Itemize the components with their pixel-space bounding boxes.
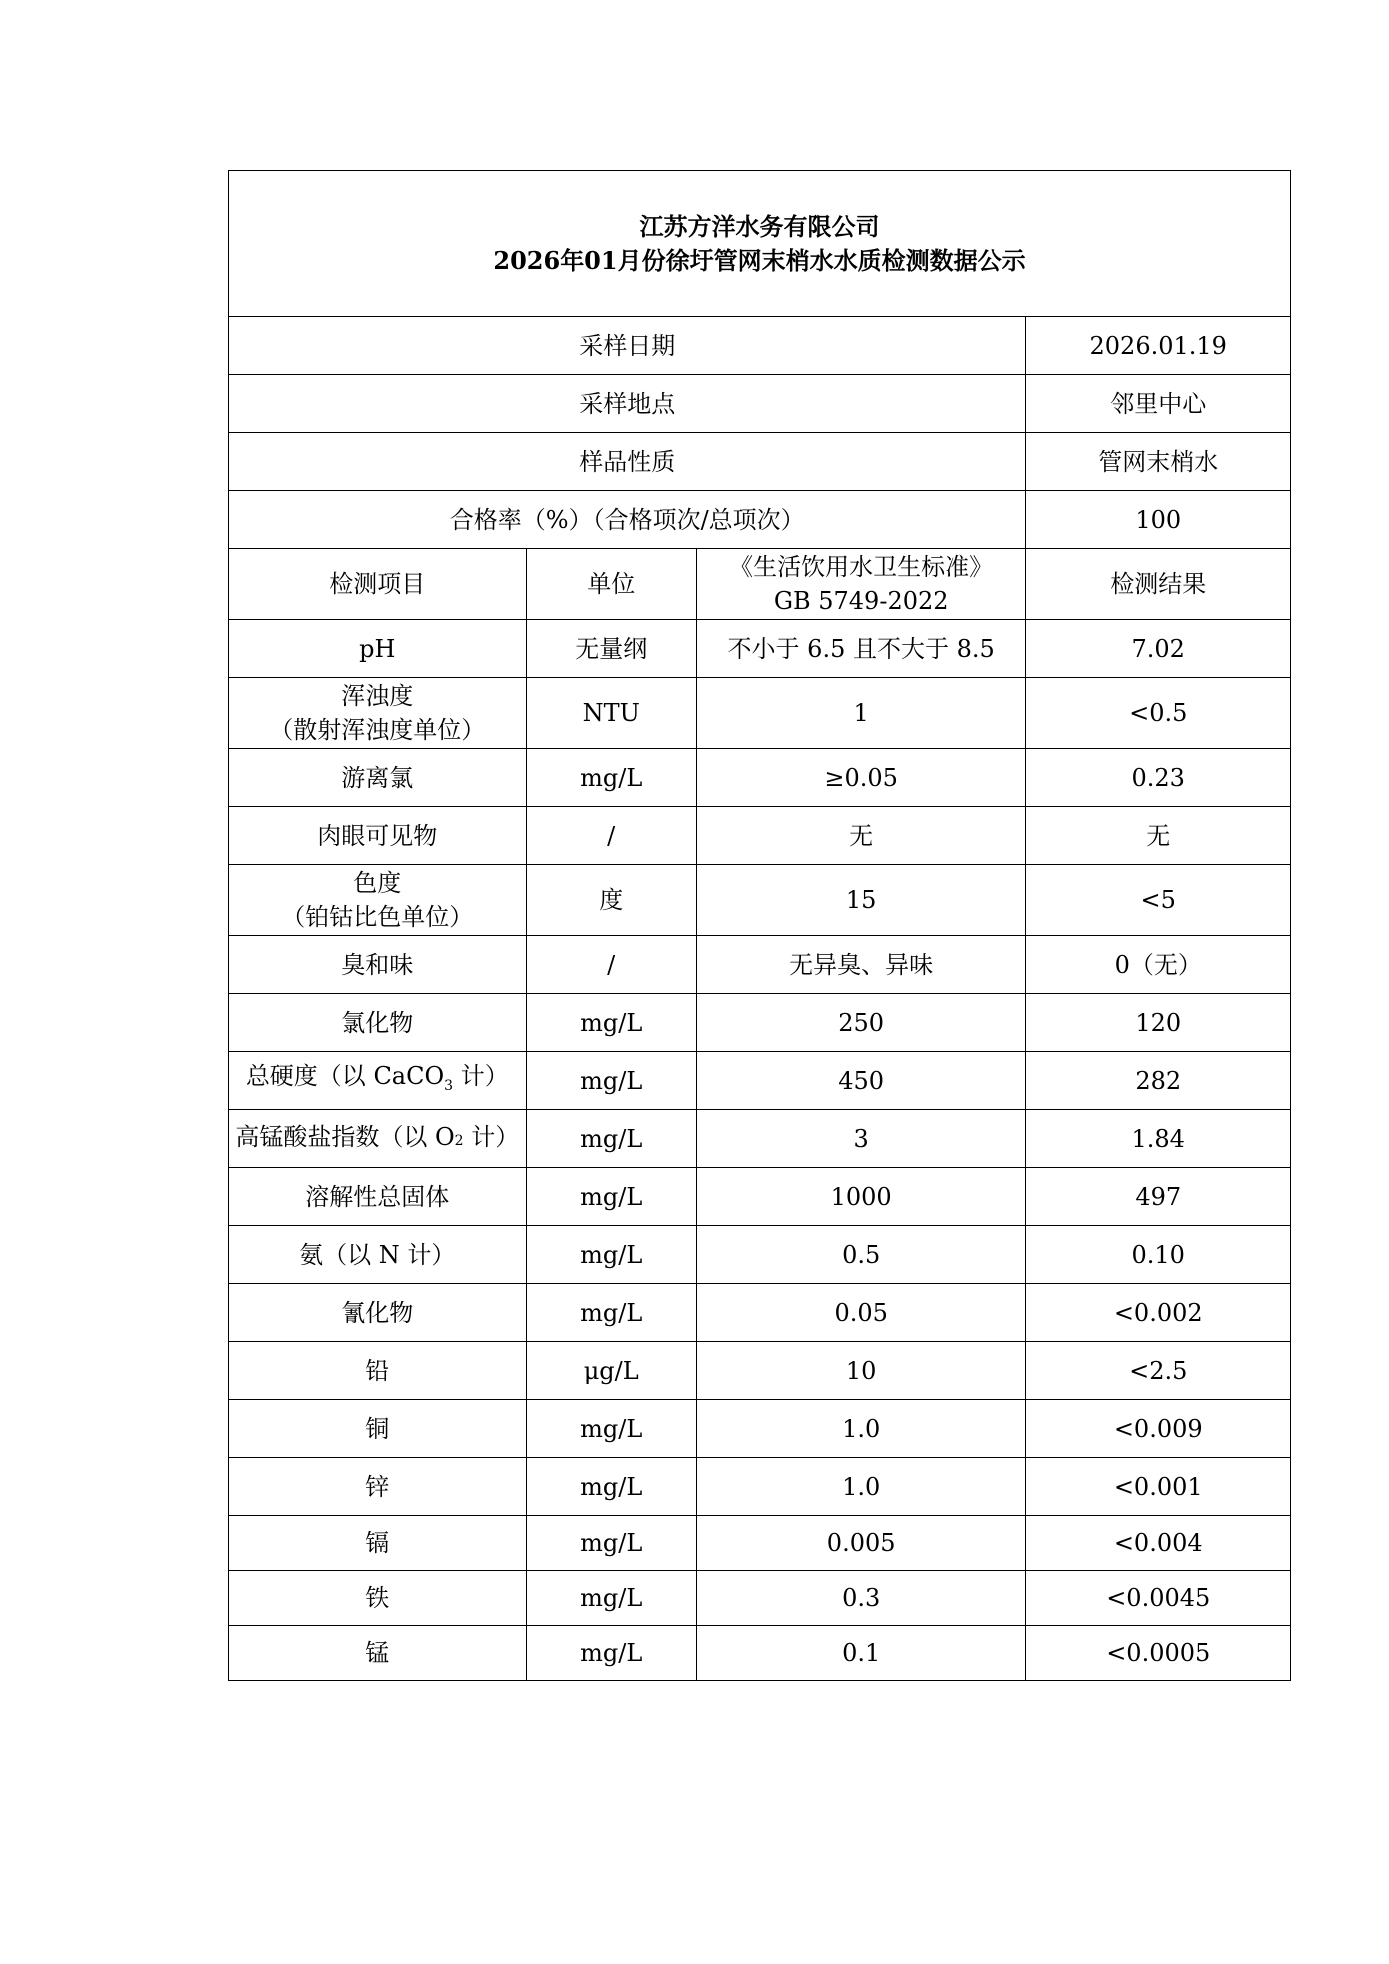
report-title: 2026年01月份徐圩管网末梢水水质检测数据公示 [493, 245, 1026, 275]
result-cell: 无 [1026, 807, 1291, 865]
item-cell [229, 678, 527, 749]
item-cell: 游离氯 [229, 749, 527, 807]
item-cell: pH [229, 620, 527, 678]
unit-cell: mg/L [526, 1400, 696, 1458]
table-row [229, 1626, 1291, 1681]
result-cell: 1.84 [1026, 1110, 1291, 1168]
item-text: 计） [463, 1122, 520, 1151]
standard-cell: ≥0.05 [696, 749, 1026, 807]
unit-cell: mg/L [526, 994, 696, 1052]
unit-cell: mg/L [526, 1516, 696, 1571]
table-row [229, 1458, 1291, 1516]
meta-value: 100 [1026, 491, 1291, 549]
result-cell: <0.0005 [1026, 1626, 1291, 1681]
unit-cell: mg/L [526, 1458, 696, 1516]
standard-cell: 不小于 6.5 且不大于 8.5 [696, 620, 1026, 678]
table-row [229, 1226, 1291, 1284]
unit-cell: mg/L [526, 1626, 696, 1681]
standard-cell: 无 [696, 807, 1026, 865]
result-cell: 0.23 [1026, 749, 1291, 807]
table-row [229, 1110, 1291, 1168]
result-cell: 7.02 [1026, 620, 1291, 678]
item-cell: 镉 [229, 1516, 527, 1571]
unit-cell: 度 [526, 865, 696, 936]
item-text: 计） [453, 1061, 509, 1090]
unit-cell: mg/L [526, 1110, 696, 1168]
meta-value: 邻里中心 [1026, 375, 1291, 433]
column-header-result: 检测结果 [1026, 549, 1291, 620]
meta-value: 管网末梢水 [1026, 433, 1291, 491]
water-quality-table [228, 170, 1291, 1681]
standard-cell: 250 [696, 994, 1026, 1052]
standard-cell: 1 [696, 678, 1026, 749]
unit-cell: mg/L [526, 1168, 696, 1226]
standard-cell: 0.1 [696, 1626, 1026, 1681]
table-row [229, 807, 1291, 865]
item-cell: 锰 [229, 1626, 527, 1681]
item-text: 高锰酸盐指数（以 O [235, 1122, 455, 1151]
item-cell: 铜 [229, 1400, 527, 1458]
table-row [229, 1168, 1291, 1226]
item-cell: 铅 [229, 1342, 527, 1400]
result-cell: 497 [1026, 1168, 1291, 1226]
standard-cell: 3 [696, 1110, 1026, 1168]
unit-cell: mg/L [526, 749, 696, 807]
unit-cell: mg/L [526, 1284, 696, 1342]
item-cell [229, 1052, 527, 1110]
meta-row-sampling-date [229, 317, 1291, 375]
item-note: （铂钴比色单位） [281, 903, 474, 931]
result-cell: <0.001 [1026, 1458, 1291, 1516]
standard-cell: 15 [696, 865, 1026, 936]
item-cell [229, 1110, 527, 1168]
meta-label: 合格率（%）（合格项次/总项次） [229, 491, 1026, 549]
table-row [229, 1571, 1291, 1626]
table-row [229, 749, 1291, 807]
unit-cell: mg/L [526, 1052, 696, 1110]
unit-cell: 无量纲 [526, 620, 696, 678]
title-row [229, 171, 1291, 317]
item-cell [229, 865, 527, 936]
meta-row-sample-type [229, 433, 1291, 491]
table-row [229, 678, 1291, 749]
item-cell: 氯化物 [229, 994, 527, 1052]
result-cell: 282 [1026, 1052, 1291, 1110]
unit-cell: mg/L [526, 1571, 696, 1626]
standard-cell: 1.0 [696, 1400, 1026, 1458]
result-cell: <2.5 [1026, 1342, 1291, 1400]
table-row [229, 1284, 1291, 1342]
standard-cell: 无异臭、异味 [696, 936, 1026, 994]
result-cell: <0.009 [1026, 1400, 1291, 1458]
table-row [229, 936, 1291, 994]
standard-code: GB 5749-2022 [773, 587, 949, 615]
result-cell: <0.5 [1026, 678, 1291, 749]
unit-cell: / [526, 807, 696, 865]
result-cell: 120 [1026, 994, 1291, 1052]
result-cell: <0.002 [1026, 1284, 1291, 1342]
item-cell: 氰化物 [229, 1284, 527, 1342]
result-cell: <0.0045 [1026, 1571, 1291, 1626]
item-name: 色度 [353, 869, 402, 897]
standard-cell: 0.005 [696, 1516, 1026, 1571]
standard-cell: 450 [696, 1052, 1026, 1110]
item-cell: 溶解性总固体 [229, 1168, 527, 1226]
unit-cell: μg/L [526, 1342, 696, 1400]
result-cell: <5 [1026, 865, 1291, 936]
item-cell: 铁 [229, 1571, 527, 1626]
standard-cell: 0.5 [696, 1226, 1026, 1284]
standard-cell: 0.05 [696, 1284, 1026, 1342]
standard-cell: 1000 [696, 1168, 1026, 1226]
standard-cell: 10 [696, 1342, 1026, 1400]
item-cell: 臭和味 [229, 936, 527, 994]
meta-label: 采样日期 [229, 317, 1026, 375]
meta-label: 采样地点 [229, 375, 1026, 433]
table-row [229, 1342, 1291, 1400]
item-cell: 肉眼可见物 [229, 807, 527, 865]
column-header-standard [696, 549, 1026, 620]
item-cell: 氨（以 N 计） [229, 1226, 527, 1284]
title-cell [229, 171, 1291, 317]
table-row [229, 1052, 1291, 1110]
unit-cell: / [526, 936, 696, 994]
standard-cell: 0.3 [696, 1571, 1026, 1626]
item-text: 总硬度（以 CaCO [245, 1061, 445, 1090]
item-name: 浑浊度 [341, 682, 414, 710]
unit-cell: NTU [526, 678, 696, 749]
result-cell: <0.004 [1026, 1516, 1291, 1571]
table-row [229, 994, 1291, 1052]
unit-cell: mg/L [526, 1226, 696, 1284]
result-cell: 0（无） [1026, 936, 1291, 994]
item-cell: 锌 [229, 1458, 527, 1516]
item-subscript: 2 [454, 1132, 464, 1149]
table-row [229, 1516, 1291, 1571]
table-row [229, 1400, 1291, 1458]
meta-row-sampling-site [229, 375, 1291, 433]
standard-cell: 1.0 [696, 1458, 1026, 1516]
standard-name: 《生活饮用水卫生标准》 [729, 553, 994, 581]
table-row [229, 620, 1291, 678]
column-header-item: 检测项目 [229, 549, 527, 620]
column-header-row [229, 549, 1291, 620]
meta-value: 2026.01.19 [1026, 317, 1291, 375]
result-cell: 0.10 [1026, 1226, 1291, 1284]
company-name: 江苏方洋水务有限公司 [639, 211, 880, 241]
item-subscript: 3 [444, 1077, 454, 1094]
column-header-unit: 单位 [526, 549, 696, 620]
meta-label: 样品性质 [229, 433, 1026, 491]
table-row [229, 865, 1291, 936]
meta-row-pass-rate [229, 491, 1291, 549]
item-note: （散射浑浊度单位） [269, 716, 486, 744]
